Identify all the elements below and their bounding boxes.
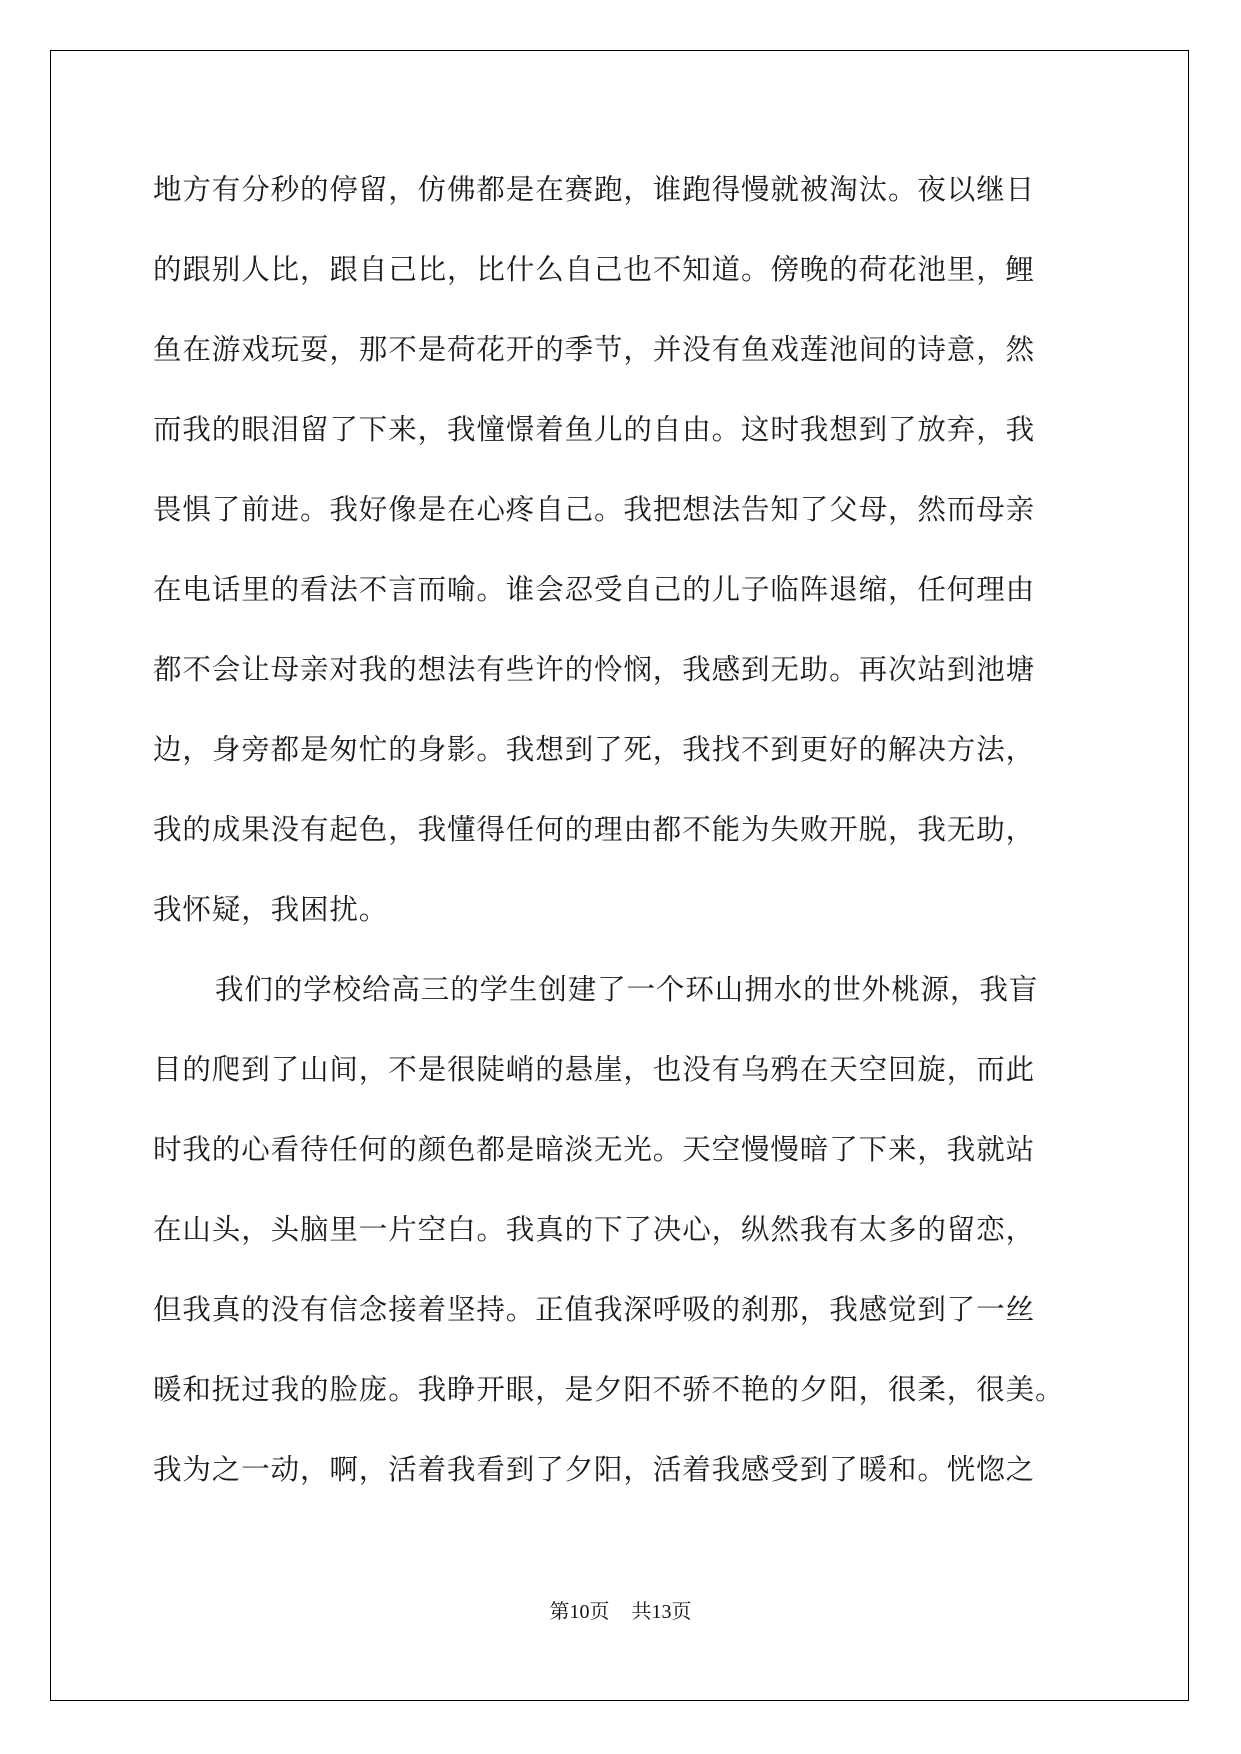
page-number: 第10页 [549, 1601, 610, 1623]
text-line: 畏惧了前进。我好像是在心疼自己。我把想法告知了父母，然而母亲 [153, 493, 1036, 526]
text-line: 我怀疑，我困扰。 [153, 893, 389, 926]
text-line: 我为之一动，啊，活着我看到了夕阳，活着我感受到了暖和。恍惚之 [153, 1453, 1036, 1486]
text-line: 边，身旁都是匆忙的身影。我想到了死，我找不到更好的解决方法， [153, 733, 1036, 766]
page-total: 共13页 [631, 1601, 692, 1623]
text-line: 目的爬到了山间，不是很陡峭的悬崖，也没有乌鸦在天空回旋，而此 [153, 1053, 1036, 1086]
text-line: 我的成果没有起色，我懂得任何的理由都不能为失败开脱，我无助， [153, 813, 1036, 846]
text-line: 在山头，头脑里一片空白。我真的下了决心，纵然我有太多的留恋， [153, 1213, 1036, 1246]
page-footer [0, 1595, 1241, 1624]
text-line: 的跟别人比，跟自己比，比什么自己也不知道。傍晚的荷花池里，鲤 [153, 253, 1036, 286]
text-line: 地方有分秒的停留，仿佛都是在赛跑，谁跑得慢就被淘汰。夜以继日 [153, 173, 1036, 206]
text-line: 都不会让母亲对我的想法有些许的怜悯，我感到无助。再次站到池塘 [153, 653, 1036, 686]
text-line: 暖和抚过我的脸庞。我睁开眼，是夕阳不骄不艳的夕阳，很柔，很美。 [153, 1373, 1065, 1406]
text-line: 但我真的没有信念接着坚持。正值我深呼吸的刹那，我感觉到了一丝 [153, 1293, 1036, 1326]
text-line: 而我的眼泪留了下来，我憧憬着鱼儿的自由。这时我想到了放弃，我 [153, 413, 1036, 446]
text-line: 在电话里的看法不言而喻。谁会忍受自己的儿子临阵退缩，任何理由 [153, 573, 1036, 606]
paragraph-first-line: 我们的学校给高三的学生创建了一个环山拥水的世外桃源，我盲 [215, 973, 1039, 1006]
text-line: 鱼在游戏玩耍，那不是荷花开的季节，并没有鱼戏莲池间的诗意，然 [153, 333, 1036, 366]
text-line: 时我的心看待任何的颜色都是暗淡无光。天空慢慢暗了下来，我就站 [153, 1133, 1036, 1166]
